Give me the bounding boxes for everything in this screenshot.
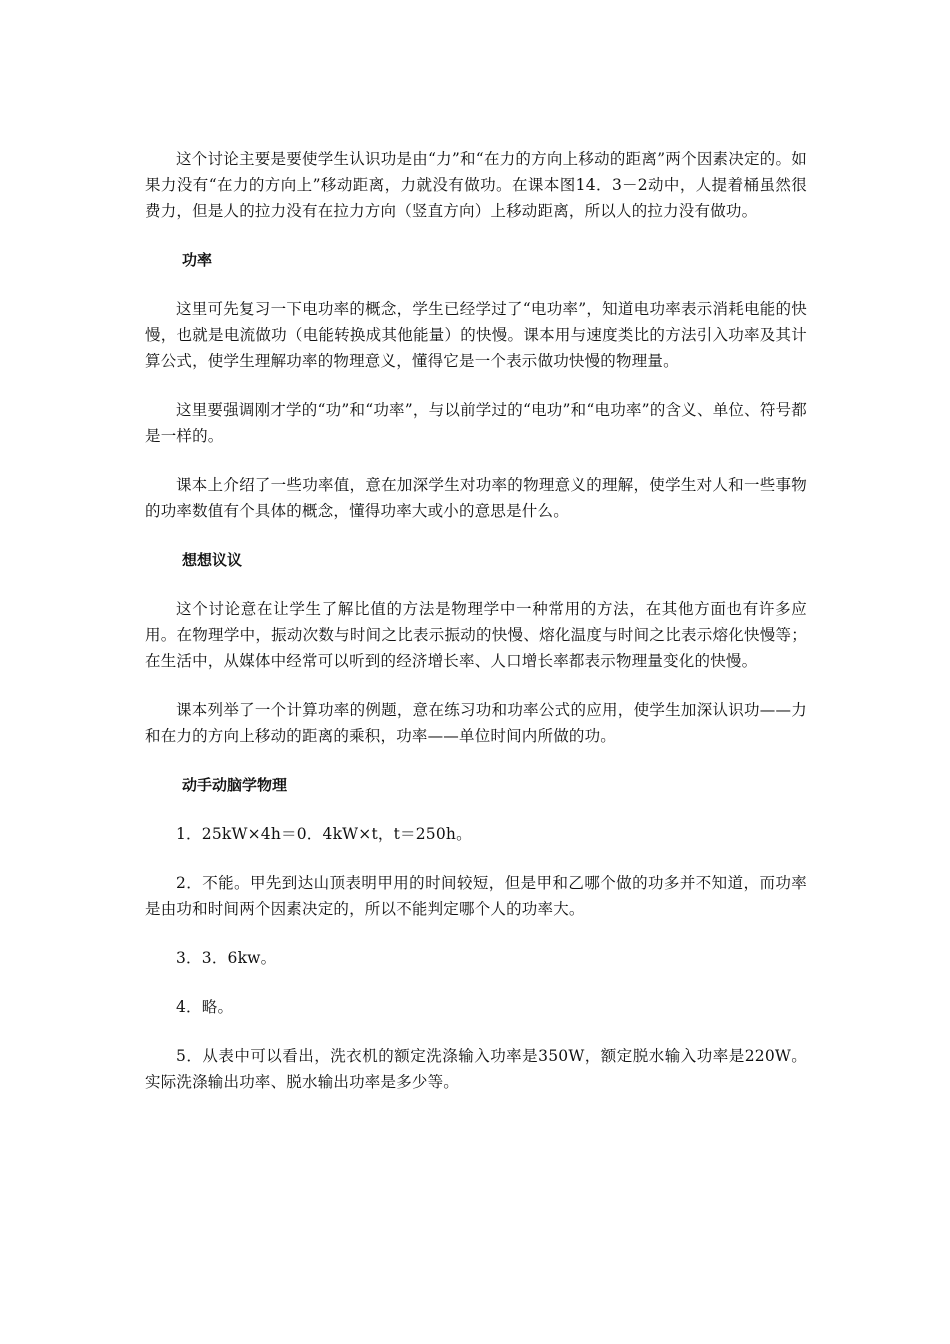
answer-item-1: 1．25kW×4h＝0．4kW×t，t＝250h。	[176, 825, 472, 843]
answer-item-4: 4．略。	[176, 998, 234, 1016]
paragraph-power-values: 课本上介绍了一些功率值，意在加深学生对功率的物理意义的理解，使学生对人和一些事物的功率数值有个具体的概念，懂得功率大或小的意思是什么。	[145, 476, 807, 520]
paragraph-power-emphasis: 这里要强调刚才学的“功”和“功率”，与以前学过的“电功”和“电功率”的含义、单位、符号都是一样的。	[145, 401, 807, 445]
document-body	[145, 146, 807, 1118]
answer-item-5: 5．从表中可以看出，洗衣机的额定洗涤输入功率是350W，额定脱水输入功率是220W。实际洗涤输出功率、脱水输出功率是多少等。	[145, 1047, 807, 1091]
paragraph-ratio-method: 这个讨论意在让学生了解比值的方法是物理学中一种常用的方法，在其他方面也有许多应用。在物理学中，振动次数与时间之比表示振动的快慢、熔化温度与时间之比表示熔化快慢等；在生活中，从媒体中经常可以听到的经济增长率、人口增长率都表示物理量变化的快慢。	[145, 600, 807, 670]
section-heading-power: 功率	[182, 251, 213, 269]
paragraph-work-discussion: 这个讨论主要是要使学生认识功是由“力”和“在力的方向上移动的距离”两个因素决定的。如果力没有“在力的方向上”移动距离，力就没有做功。在课本图14．3－2动中，人提着桶虽然很费力，但是人的拉力没有在拉力方向（竖直方向）上移动距离，所以人的拉力没有做功。	[145, 150, 807, 220]
section-heading-exercises: 动手动脑学物理	[182, 776, 288, 794]
paragraph-power-intro: 这里可先复习一下电功率的概念，学生已经学过了“电功率”，知道电功率表示消耗电能的快慢，也就是电流做功（电能转换成其他能量）的快慢。课本用与速度类比的方法引入功率及其计算公式，使学生理解功率的物理意义，懂得它是一个表示做功快慢的物理量。	[145, 300, 807, 370]
paragraph-example: 课本列举了一个计算功率的例题，意在练习功和功率公式的应用，使学生加深认识功——力和在力的方向上移动的距离的乘积，功率——单位时间内所做的功。	[145, 701, 807, 745]
section-heading-discussion: 想想议议	[182, 551, 243, 569]
answer-item-3: 3．3．6kw。	[176, 949, 277, 967]
answer-item-2: 2．不能。甲先到达山顶表明甲用的时间较短，但是甲和乙哪个做的功多并不知道，而功率是由功和时间两个因素决定的，所以不能判定哪个人的功率大。	[145, 874, 807, 918]
